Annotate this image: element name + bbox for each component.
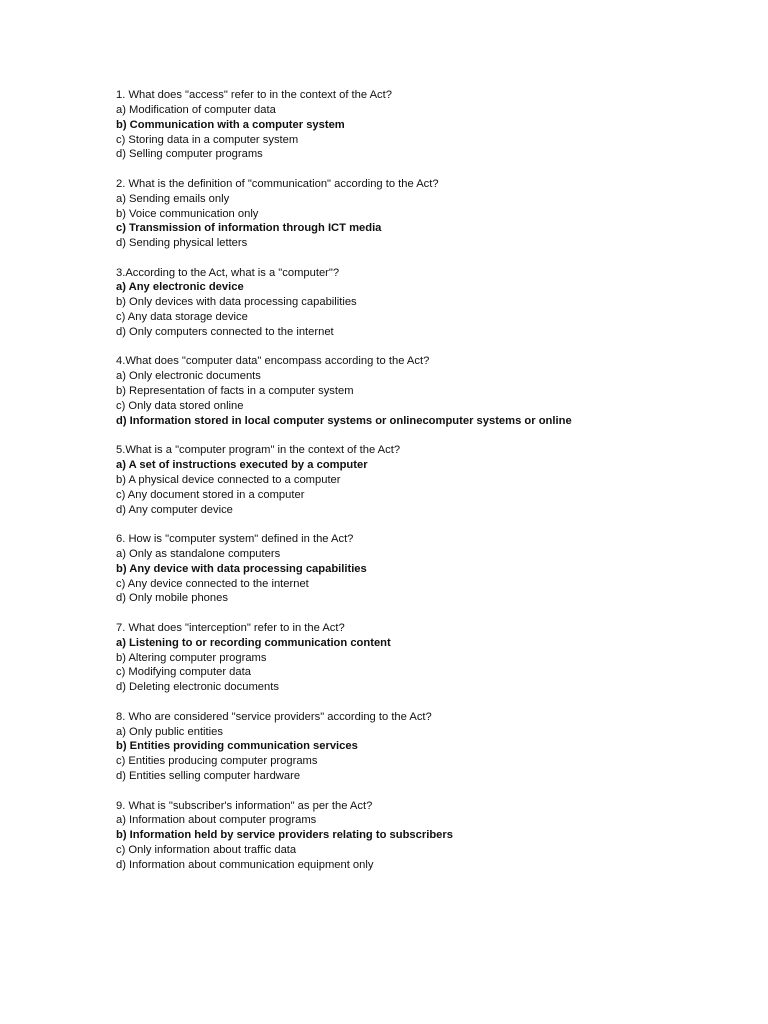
question-block <box>116 177 756 251</box>
correct-answer-option: d) Information stored in local computer systems or onlinecomputer systems or online <box>116 414 572 427</box>
answer-option: c) Any device connected to the internet <box>116 577 309 590</box>
answer-option: c) Storing data in a computer system <box>116 133 299 146</box>
question-block <box>116 621 756 695</box>
correct-answer-option: a) A set of instructions executed by a computer <box>116 459 368 472</box>
answer-option: d) Sending physical letters <box>116 237 248 250</box>
question-block <box>116 88 756 162</box>
answer-option: d) Entities selling computer hardware <box>116 770 301 783</box>
answer-option: c) Any data storage device <box>116 311 248 324</box>
answer-option: b) Voice communication only <box>116 207 259 220</box>
correct-answer-option: b) Entities providing communication services <box>116 740 358 753</box>
question-prompt: 4.What does "computer data" encompass according to the Act? <box>116 355 430 368</box>
answer-option: b) Only devices with data processing capabilities <box>116 296 357 309</box>
question-prompt: 5.What is a "computer program" in the context of the Act? <box>116 444 401 457</box>
answer-option: d) Information about communication equipment only <box>116 858 374 871</box>
correct-answer-option: b) Information held by service providers relating to subscribers <box>116 829 453 842</box>
answer-option: a) Sending emails only <box>116 192 230 205</box>
answer-option: d) Selling computer programs <box>116 148 263 161</box>
answer-option: a) Information about computer programs <box>116 814 317 827</box>
answer-option: b) A physical device connected to a computer <box>116 473 341 486</box>
question-prompt: 1. What does "access" refer to in the context of the Act? <box>116 89 392 101</box>
question-prompt: 3.According to the Act, what is a "computer"? <box>116 266 340 279</box>
correct-answer-option: b) Any device with data processing capabilities <box>116 562 367 575</box>
answer-option: a) Modification of computer data <box>116 103 276 116</box>
answer-option: a) Only as standalone computers <box>116 547 281 560</box>
answer-option: d) Any computer device <box>116 503 233 516</box>
question-block <box>116 443 756 517</box>
question-prompt: 6. How is "computer system" defined in the Act? <box>116 533 354 546</box>
answer-option: c) Only information about traffic data <box>116 844 297 857</box>
correct-answer-option: a) Listening to or recording communication content <box>116 636 391 649</box>
question-block <box>116 354 756 428</box>
correct-answer-option: c) Transmission of information through ICT media <box>116 222 382 235</box>
answer-option: d) Only mobile phones <box>116 592 228 605</box>
quiz-document <box>116 88 756 887</box>
answer-option: a) Only public entities <box>116 725 223 738</box>
question-prompt: 8. Who are considered "service providers" according to the Act? <box>116 710 432 723</box>
correct-answer-option: b) Communication with a computer system <box>116 118 345 131</box>
answer-option: c) Modifying computer data <box>116 666 251 679</box>
answer-option: c) Only data stored online <box>116 399 244 412</box>
correct-answer-option: a) Any electronic device <box>116 281 244 294</box>
question-block <box>116 799 756 873</box>
answer-option: c) Any document stored in a computer <box>116 488 305 501</box>
question-prompt: 7. What does "interception" refer to in the Act? <box>116 621 345 634</box>
question-block <box>116 532 756 606</box>
question-block <box>116 266 756 340</box>
question-prompt: 9. What is "subscriber's information" as per the Act? <box>116 799 373 812</box>
answer-option: d) Deleting electronic documents <box>116 681 279 694</box>
answer-option: b) Altering computer programs <box>116 651 267 664</box>
answer-option: b) Representation of facts in a computer system <box>116 385 354 398</box>
answer-option: c) Entities producing computer programs <box>116 755 318 768</box>
question-block <box>116 710 756 784</box>
answer-option: a) Only electronic documents <box>116 370 261 383</box>
answer-option: d) Only computers connected to the internet <box>116 326 334 338</box>
question-prompt: 2. What is the definition of "communication" according to the Act? <box>116 177 439 190</box>
